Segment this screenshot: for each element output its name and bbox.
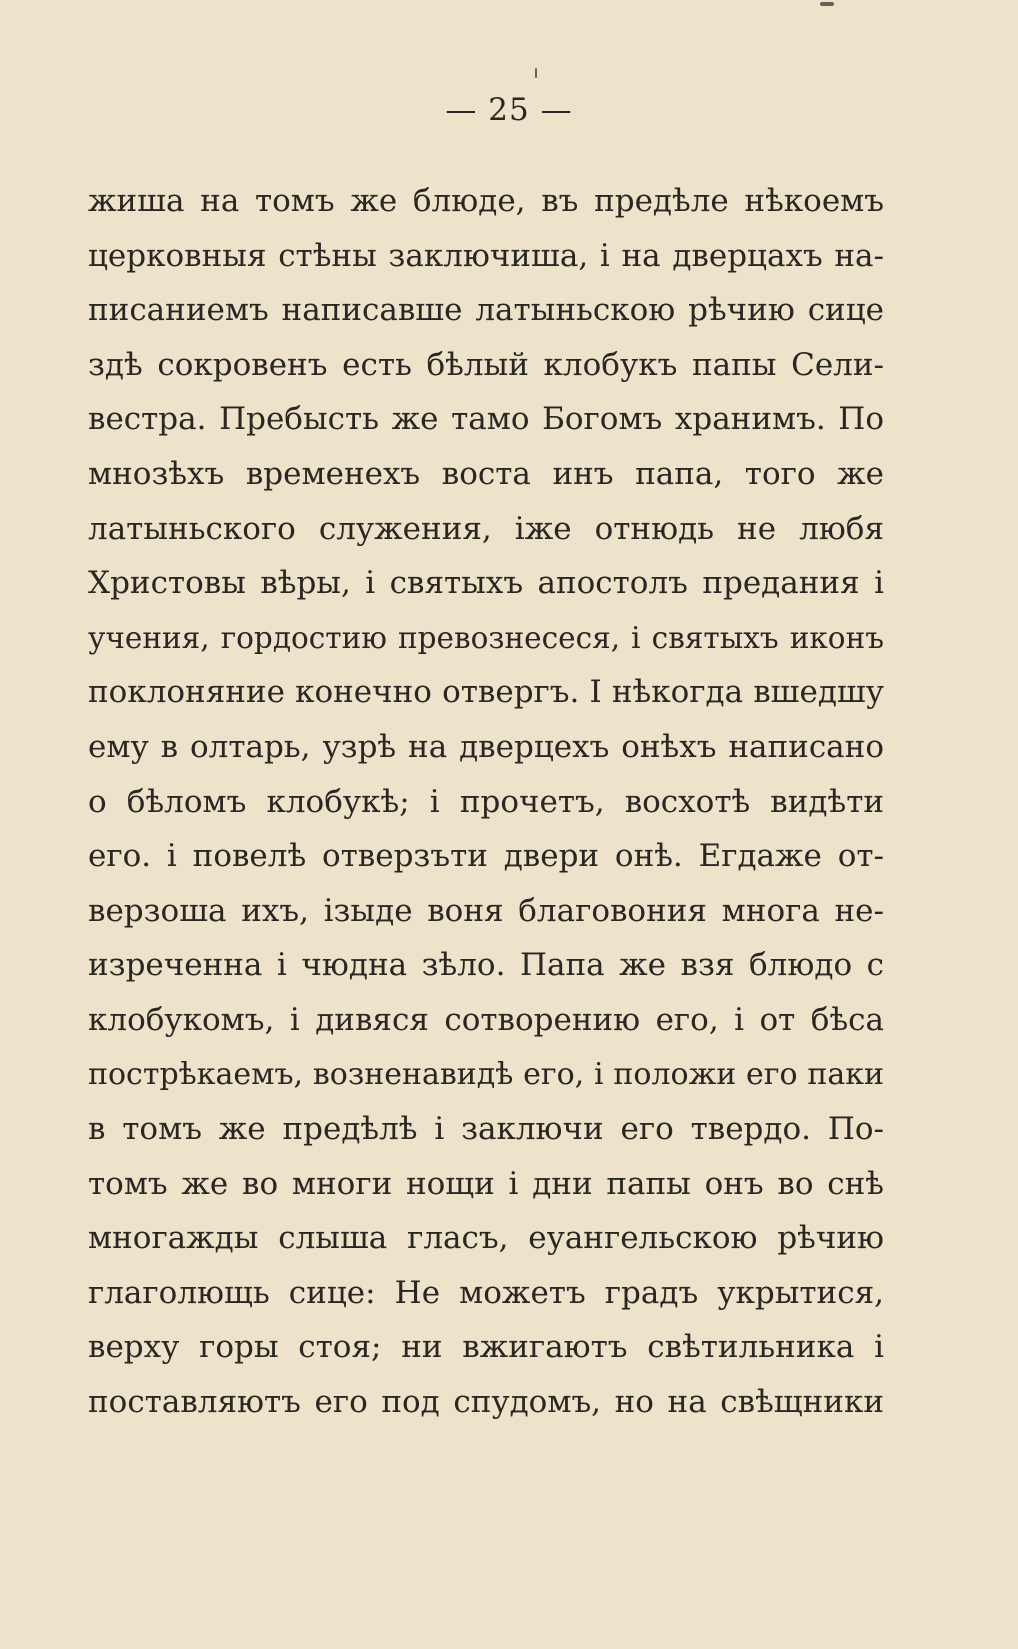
- text-line: латыньского служения, іже отнюдь не любя: [88, 510, 884, 547]
- text-line: изреченна і чюдна зѣло. Папа же взя блюдо с: [88, 947, 884, 984]
- text-line: церковныя стѣны заключиша, і на дверцахъ на-: [88, 237, 884, 274]
- text-line: Христовы вѣры, і святыхъ апостолъ предания і: [88, 565, 884, 602]
- text-line: ему в олтарь, узрѣ на дверцехъ онѣхъ написано: [88, 728, 884, 765]
- ink-speck: [820, 2, 834, 6]
- text-line: клобукомъ, і дивяся сотворению его, і от бѣса: [88, 1001, 884, 1038]
- text-line: мнозѣхъ временехъ воста инъ папа, того же: [88, 455, 884, 492]
- text-line: многажды слыша гласъ, еуангельскою рѣчию: [88, 1220, 884, 1257]
- page-number: — 25 —: [445, 92, 573, 128]
- text-line: жиша на томъ же блюде, въ предѣле нѣкоемъ: [88, 183, 884, 219]
- text-line: вестра. Пребысть же тамо Богомъ хранимъ. По: [88, 401, 884, 438]
- text-line: здѣ сокровенъ есть бѣлый клобукъ папы Сели-: [88, 346, 884, 383]
- text-line: пострѣкаемъ, возненавидѣ его, і положи его паки: [88, 1056, 884, 1092]
- text-line: томъ же во многи нощи і дни папы онъ во снѣ: [88, 1165, 884, 1202]
- text-line: глаголющь сице: Не можетъ градъ укрытися,: [88, 1274, 884, 1311]
- ink-speck: [535, 68, 537, 78]
- text-line: в томъ же предѣлѣ і заключи его твердо. По-: [88, 1111, 884, 1148]
- text-line: поставляютъ его под спудомъ, но на свѣщники: [88, 1384, 884, 1421]
- text-line: его. і повелѣ отверзъти двери онѣ. Егдаже от-: [88, 838, 884, 875]
- text-line: о бѣломъ клобукѣ; і прочетъ, восхотѣ видѣти: [88, 783, 884, 820]
- text-line: верзоша ихъ, ізыде воня благовония многа не-: [88, 892, 884, 929]
- text-line: поклоняние конечно отвергъ. І нѣкогда вшедшу: [88, 674, 884, 711]
- body-text: [88, 174, 884, 1430]
- text-line: писаниемъ написавше латыньскою рѣчию сице: [88, 292, 884, 329]
- text-line: верху горы стоя; ни вжигаютъ свѣтильника і: [88, 1329, 884, 1366]
- text-line: учения, гордостию превознесеся, і святыхъ иконъ: [88, 620, 884, 655]
